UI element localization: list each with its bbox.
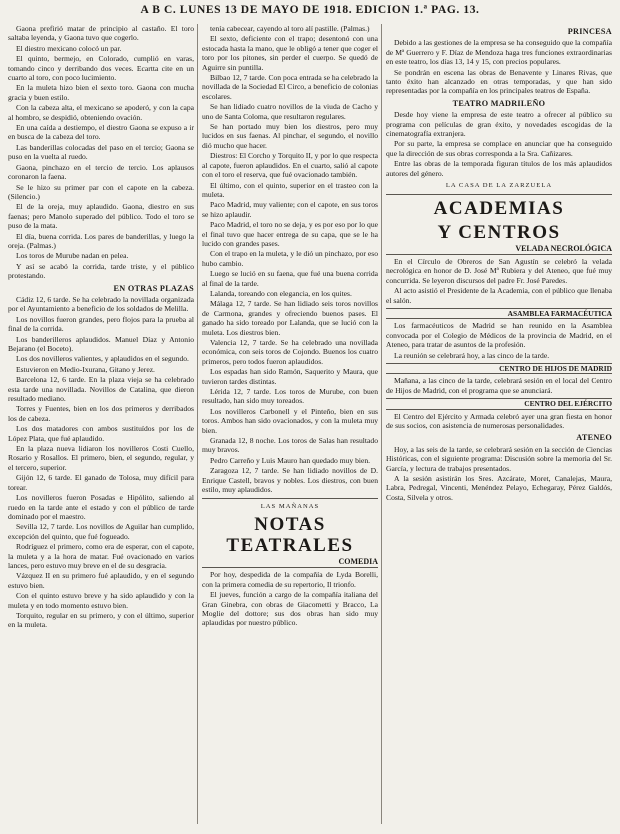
page-header: A B C. LUNES 13 DE MAYO DE 1918. EDICION 1.ª PAG. 13. (140, 4, 480, 16)
paragraph: Los toros de Murube nadan en pelea. (16, 251, 129, 261)
paragraph: El de la oreja, muy aplaudido. Gaona, diestro en sus faenas; pero Manolo superado del público. Todo el toro se puso de la mata. (8, 202, 194, 231)
column-rule-2 (381, 24, 382, 824)
paragraph: Debido a las gestiones de la empresa se ha conseguido que la compañía de Mª Guerrero y F. Díaz de Mendoza haga tres funciones extraordinarias en este teatro, los días 13, 14 y 15, con precios populares. (386, 38, 612, 67)
paragraph: Y así se acabó la corrida, tarde triste, y el público protestando. (8, 261, 194, 281)
paragraph: El Centro del Ejército y Armada celebró ayer una gran fiesta en honor de sus socios, con asistencia de numerosas personalidades. (386, 411, 612, 430)
paragraph: Rodríguez el primero, como era de esperar, con el capote, la muleta y a la hora de matar. Fué ovacionado en varios lances, pero estuvo muy breve en el de su desgracia. (8, 542, 194, 570)
paragraph: Torquito, regular en su primero, y con el último, superior en la muleta. (8, 610, 194, 630)
paragraph: Se le hizo su primer par con el capote en la cabeza. (Silencio.) (8, 182, 194, 201)
paragraph: En una caída a destiempo, el diestro Gaona se expuso a ir en busca de la cabeza del toro. (8, 123, 194, 142)
col2-paragraphs-3 (202, 200, 378, 298)
paragraph: Entre las obras de la temporada figuran títulos de los más aplaudidos autores del género. (386, 159, 612, 178)
paragraph: Se han lidiado cuatro novillos de la viuda de Cacho y uno de Santa Coloma, que resultaron regulares. (202, 102, 378, 121)
velada-label: VELADA NECROLÓGICA (386, 244, 612, 255)
paragraph: Torres y Fuentes, bien en los dos primeros y derribados los de cabeza. (8, 404, 194, 423)
paragraph: Por su parte, la empresa se complace en anunciar que ha conseguido que la dirección de sus obras corresponda a la Sra. Cañizares. (386, 139, 612, 158)
paragraph: Las banderillas colocadas del paso en el tercio; Gaona se puso en la vuelta al ruedo. (8, 142, 194, 162)
paragraph: Los novilleros Carbonell y el Pinteño, bien en sus toros. Ambos han sido ovacionados, y con la muleta muy bien. (202, 406, 378, 435)
paragraph: Desde hoy viene la empresa de este teatro a ofrecer al público su programa con películas de gran éxito, y novedades escogidas de la cinematografía extranjera. (386, 110, 612, 139)
col2-paragraphs-2 (202, 73, 378, 199)
paragraph: Gaona prefirió matar de principio al castaño. El toro saltaba leyenda, y Gaona tuvo que cogerlo. (8, 24, 194, 43)
col2-paragraphs-9 (202, 570, 378, 627)
paragraph: Lalanda, toreando con elegancia, en los quites. (210, 288, 352, 298)
paragraph: Con el quinto estuvo breve y ha sido aplaudido y con la muleta y en todo momento estuvo bien. (8, 591, 194, 610)
paragraph: Con el trapo en la muleta, y le dió un pinchazo, por eso hubo cambio. (202, 249, 378, 268)
paragraph: Diestros: El Corcho y Torquito II, y por lo que respecta al capote, fueron aplaudidos. En el cuarto, salió al capote con el toro el reserva, que fué ovacionado también. (202, 151, 378, 180)
col2-paragraphs (202, 24, 378, 72)
paragraph: El jueves, función a cargo de la compañía italiana del Gran Ginebra, con obras de Giacometti y Bracco, La Moglie del dottore; sus dos obras han sido muy aplaudidas por nuestro público. (202, 590, 378, 628)
col1-paragraphs (8, 24, 194, 281)
col1-paragraphs-4 (8, 473, 194, 521)
centro-ejercito-label: CENTRO DEL EJÉRCITO (386, 398, 612, 409)
paragraph: Valencia 12, 7 tarde. Se ha celebrado una novillada económica, con seis toros de Cojondo. Buenos los cuatro primeros, pero todos fueron aplaudidos. (202, 338, 378, 366)
col3-paragraphs-5 (386, 376, 612, 395)
column-3 (386, 24, 612, 824)
col2-paragraphs-7 (202, 436, 378, 465)
paragraph: Lérida 12, 7 tarde. Los toros de Murube, con buen resultado, han sido muy toreados. (202, 387, 378, 406)
asamblea-label: ASAMBLEA FARMACÉUTICA (386, 308, 612, 319)
paragraph: Se han portado muy bien los diestros, pero muy lucidos en sus faenas. Al pinchar, el segundo, el novillo dió mucho que hacer. (202, 122, 378, 150)
paragraph: En la plaza nueva lidiaron los novilleros Costi Cuello, Rosario y Rosallos. El primero, bien, el segundo, regular, y el tercero, superior. (8, 444, 194, 472)
zarzuela-caption: LA CASA DE LA ZARZUELA (445, 182, 553, 190)
paragraph: Por hoy, despedida de la compañía de Lyda Borelli, con la primera comedia de su repertorio, Il trionfo. (202, 570, 378, 589)
col2-paragraphs-8 (202, 466, 378, 494)
notas-teatrales-title: NOTAS TEATRALES (226, 513, 354, 556)
paragraph: La reunión se celebrará hoy, a las cinco de la tarde. (394, 350, 550, 360)
paragraph: El último, con el quinto, superior en el trasteo con la muleta. (202, 180, 378, 199)
paragraph: El diestro mexicano colocó un par. (16, 43, 122, 53)
paragraph: Luego se lució en su faena, que fué una buena corrida al final de la tarde. (202, 269, 378, 288)
paragraph: Con la cabeza alta, el mexicano se apoderó, y con la capa al hombro, se despidió, obteniendo ovación. (8, 103, 194, 122)
princesa-label: PRINCESA (567, 27, 612, 36)
paragraph: El sexto, deficiente con el trapo; desentonó con una estocada hasta la mano, que le obligó a tener que coger el toro por los pitones, sin perder el cuerpo. Se quedó de Aguirre sin puntilla. (202, 34, 378, 72)
paragraph: Estuvieron en Medio-Ixurana, Gitano y Jerez. (16, 364, 155, 374)
paragraph: Se pondrán en escena las obras de Benavente y Linares Rivas, que tanto éxito han alcanzado en otras temporadas, y que han sido representadas por la compañía en los principales teatros de España. (386, 67, 612, 96)
paragraph: Los dos matadores con ambos sustituídos por los de López Plata, que fué aplaudido. (8, 424, 194, 443)
section-title-otras-plazas: EN OTRAS PLAZAS (113, 283, 194, 293)
paragraph: Sevilla 12, 7 tarde. Los novillos de Aguilar han cumplido, excepción del quinto, que fué fogueado. (8, 522, 194, 541)
paragraph: Cádiz 12, 6 tarde. Se ha celebrado la novillada organizada por el Ayuntamiento a beneficio de los soldados de Melilla. (8, 294, 194, 314)
paragraph: Gaona, pinchazo en el tercio de tercio. Los aplausos coronaron la faena. (8, 162, 194, 182)
paragraph: A la sesión asistirán los Sres. Azcárate, Moret, Canalejas, Maura, Labra, Pedregal, Vincenti, Menéndez Pelayo, Echegaray, Pérez Galdós, Costa, Silvela y otros. (386, 474, 612, 502)
paragraph: Barcelona 12, 6 tarde. En la plaza vieja se ha celebrado esta tarde una novillada. Novillos de Catalina, que dieron resultado mediano. (8, 375, 194, 404)
paragraph: El día, buena corrida. Los pares de banderillas, y luego la oreja. (Palmas.) (8, 231, 194, 250)
column-1 (8, 24, 194, 824)
col1-paragraphs-3 (8, 375, 194, 472)
col1-paragraphs-5 (8, 522, 194, 629)
divider-line (202, 498, 378, 499)
divider-caption: LAS MAÑANAS (260, 502, 320, 510)
paragraph: Bilbao 12, 7 tarde. Con poca entrada se ha celebrado la novillada de la Sociedad El Circo, a beneficio de colonias escolares. (202, 73, 378, 101)
col3-paragraphs-7 (386, 445, 612, 502)
paragraph: Málaga 12, 7 tarde. Se han lidiado seis toros novillos de Carmona, grandes y ofreciendo buenos pases. El ganado ha sido toreado por Lalanda, que se lució con la muleta. Los diestros bien. (202, 299, 378, 337)
divider-line-2 (386, 194, 612, 195)
column-2 (202, 24, 378, 824)
academias-title: ACADEMIAS (433, 197, 565, 219)
centros-title: Y CENTROS (437, 221, 561, 243)
comedia-label: COMEDIA (202, 557, 378, 568)
col3-paragraphs (386, 38, 612, 95)
teatro-madrileno-label: TEATRO MADRILEÑO (452, 98, 546, 108)
paragraph: Gijón 12, 6 tarde. El ganado de Tolosa, muy difícil para torear. (8, 473, 194, 492)
paragraph: En la muleta hizo bien el sexto toro. Gaona con mucha gracia y buen estilo. (8, 83, 194, 102)
ateneo-label: ATENEO (576, 433, 612, 443)
paragraph: Los novillos fueron grandes, pero flojos para la prueba al final de la corrida. (8, 314, 194, 334)
col2-paragraphs-5 (202, 338, 378, 386)
col3-paragraphs-6 (386, 412, 612, 431)
paragraph: Los banderilleros aplaudidos. Manuel Díaz y Antonio Bejarano (el Boceto). (8, 334, 194, 353)
paragraph: Los dos novilleros valientes, y aplaudidos en el segundo. (16, 354, 189, 364)
paragraph: Hoy, a las seis de la tarde, se celebrará sesión en la sección de Ciencias Históricas, con el siguiente programa: Discusión sobre la memoria del Sr. García, y lectura de trabajos presentados. (386, 444, 612, 473)
paragraph: Los farmacéuticos de Madrid se han reunido en la Asamblea convocada por el Colegio de Médicos de la provincia de Madrid, en el Ateneo, para tratar de asuntos de la profesión. (386, 321, 612, 350)
paragraph: tenía cabecear, cayendo al toro alí pastille. (Palmas.) (210, 24, 370, 33)
paragraph: El quinto, bermejo, en Colorado, cumplió en varas, tomando cinco y derribando dos veces. Ecartta cite en un cuarto al toro, con poco lucimiento. (8, 54, 194, 83)
paragraph: Paco Madrid, muy valiente; con el capote, en sus toros se hizo aplaudir. (202, 200, 378, 219)
paragraph: Los novilleros fueron Posadas e Hipólito, saliendo al ruedo en la tarde ante el estado y con el público de tarde dominado por el maestro. (8, 493, 194, 521)
col3-paragraphs-4 (386, 321, 612, 360)
col2-paragraphs-4 (202, 299, 378, 337)
paragraph: Zaragoza 12, 7 tarde. Se han lidiado novillos de D. Enrique Castell, bravos y nobles. Los diestros, con buen estilo, muy aplaudidos. (202, 466, 378, 495)
paragraph: Pedro Carreño y Luis Mauro han quedado muy bien. (210, 455, 371, 465)
paragraph: Mañana, a las cinco de la tarde, celebrará sesión en el local del Centro de Hijos de Madrid, con el programa que se anunciará. (386, 376, 612, 395)
col3-paragraphs-3 (386, 257, 612, 305)
paragraph: Al acto asistió el Presidente de la Academia, con el público que llenaba el salón. (386, 286, 612, 305)
paragraph: En el Círculo de Obreros de San Agustín se celebró la velada necrológica en honor de D. José Mª Rubiera y del Ateneo, que fué muy concurrida. Se leyeron discursos del padre Fr. José Paredes. (386, 256, 612, 285)
centro-hijos-label: CENTRO DE HIJOS DE MADRID (386, 363, 612, 374)
paragraph: Los espadas han sido Ramón, Saquerito y Maura, que tuvieron tardes distintas. (202, 367, 378, 386)
column-rule-1 (197, 24, 198, 824)
col2-paragraphs-6 (202, 387, 378, 435)
paragraph: Vázquez II en su primero fué aplaudido, y en el segundo estuvo bien. (8, 571, 194, 590)
paragraph: Paco Madrid, el toro no se deja, y es por eso por lo que el final tuvo que hacer entrega de su capa, que se le ha lucido con grandes pases. (202, 220, 378, 248)
paragraph: Granada 12, 8 noche. Los toros de Salas han resultado muy bravos. (202, 436, 378, 455)
col1-paragraphs-2 (8, 295, 194, 374)
col3-paragraphs-2 (386, 110, 612, 178)
